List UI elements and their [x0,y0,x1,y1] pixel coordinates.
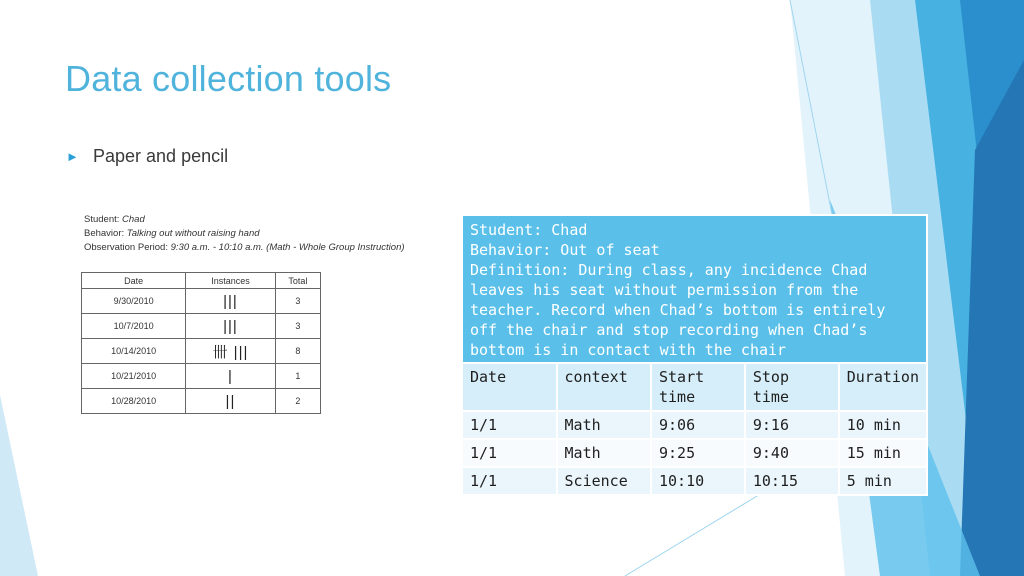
tally-header-instances: Instances [186,273,275,289]
tally-marks: ||| [186,314,275,339]
cell-start-time: 10:10 [651,467,745,495]
cell-context: Science [557,467,651,495]
tally-table-header [82,273,321,289]
cell-start-time: 9:25 [651,439,745,467]
tally-date: 10/14/2010 [82,339,186,364]
bullet-text: Paper and pencil [93,146,229,166]
tally-header-total: Total [275,273,320,289]
sheet-student-line [84,213,424,227]
cell-start-time: 9:06 [651,411,745,439]
tally-date: 9/30/2010 [82,289,186,314]
table-row [462,467,927,495]
tally-row [82,289,321,314]
header-date: Date [462,363,557,411]
sheet-student-value: Chad [122,214,145,225]
duration-data-table [461,214,928,496]
cell-stop-time: 9:40 [745,439,839,467]
triangle-bullet-icon: ► [66,149,79,164]
header-duration: Duration [839,363,927,411]
tally-marks: 卌 ||| [186,339,275,364]
tally-marks: || [186,389,275,414]
tally-marks: | [186,364,275,389]
bullet-item [66,146,228,167]
tally-row [82,314,321,339]
definition-text: Definition: During class, any incidence Chad leaves his seat without permission from the teacher. Record when Chad’s bottom is entirely off the chair and stop recording when Chad’s bottom is in contact with the chair [470,261,886,359]
tally-header-date: Date [82,273,186,289]
sheet-period-key: Observation Period: [84,242,171,253]
cell-stop-time: 10:15 [745,467,839,495]
cell-date: 1/1 [462,467,557,495]
student-line: Student: Chad [470,221,588,239]
tally-row [82,339,321,364]
deco-light-strip-left [0,395,38,576]
tally-date: 10/21/2010 [82,364,186,389]
table-row [462,439,927,467]
paper-data-sheet [84,213,424,423]
sheet-period-line [84,241,424,255]
table-row [462,411,927,439]
behavior-line: Behavior: Out of seat [470,241,660,259]
cell-date: 1/1 [462,439,557,467]
header-start-time: Start time [651,363,745,411]
tally-total: 3 [275,289,320,314]
cell-stop-time: 9:16 [745,411,839,439]
cell-duration: 5 min [839,467,927,495]
cell-context: Math [557,411,651,439]
column-header-row [462,363,927,411]
cell-context: Math [557,439,651,467]
sheet-period-value: 9:30 a.m. - 10:10 a.m. (Math - Whole Group Instruction) [170,242,405,253]
cell-duration: 10 min [839,411,927,439]
table-description-row [462,215,927,363]
sheet-behavior-value: Talking out without raising hand [126,228,260,239]
tally-marks: ||| [186,289,275,314]
tally-row [82,389,321,414]
tally-total: 8 [275,339,320,364]
tally-row [82,364,321,389]
tally-total: 1 [275,364,320,389]
tally-date: 10/7/2010 [82,314,186,339]
cell-duration: 15 min [839,439,927,467]
header-stop-time: Stop time [745,363,839,411]
table-description-cell [462,215,927,363]
tally-total: 2 [275,389,320,414]
tally-total: 3 [275,314,320,339]
tally-table [81,272,321,414]
tally-date: 10/28/2010 [82,389,186,414]
cell-date: 1/1 [462,411,557,439]
header-context: context [557,363,651,411]
sheet-behavior-key: Behavior: [84,228,127,239]
sheet-student-key: Student: [84,214,123,225]
sheet-behavior-line [84,227,424,241]
slide-title: Data collection tools [65,58,392,99]
